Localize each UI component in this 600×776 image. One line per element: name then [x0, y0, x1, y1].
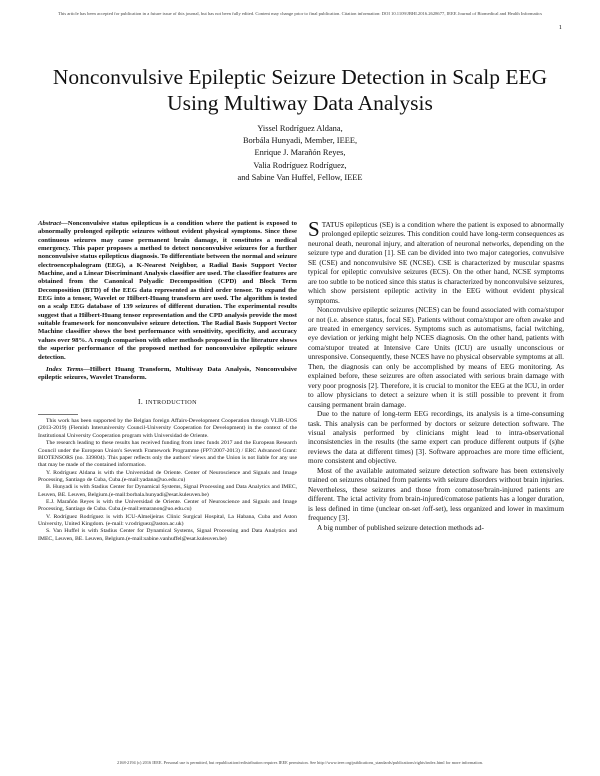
author-5: and Sabine Van Huffel, Fellow, IEEE [237, 172, 363, 182]
intro-paragraph-3: Due to the nature of long-term EEG recordings, its analysis is a time-consuming task. This analysis can be performed by doctors or seizure detection software. The visual analysis performed by clinicians might lead to intra-observational inconsistencies in the results (the same expert can produce different outputs if (s)he reviews the data at different times) [3]. Software approaches are more time efficient, more consistent and objective. [308, 409, 564, 466]
index-terms-text: Hilbert Huang Transform, Multiway Data Analysis, Nonconvulsive epileptic seizures, Wavelet Transform. [38, 365, 298, 382]
author-list [150, 123, 450, 184]
author-2: Borbála Hunyadi, Member, IEEE, [242, 136, 358, 146]
index-terms-label: Index Terms— [46, 365, 90, 373]
publication-notice: This article has been accepted for publication in a future issue of this journal, but has not been fully edited. Content may change prior to final publication. Citation information: DOI 10.1109/JBHI.2016.2628677, IEEE Journal of Biomedical and Health Informatics [57, 11, 543, 16]
page-number: 1 [558, 24, 562, 31]
author-1: Yissel Rodríguez Aldana, [257, 124, 343, 133]
intro-paragraph-2: Nonconvulsive epileptic seizures (NCES) can be found associated with coma/stupor or not (i.e. absence status, focal SE). Patients without coma/stupor are often awake and are treated in emergency services. Symptoms such as automatisms, facial twitching, eye deviation or jerking might help NCES diagnosis. On the other hand, patients with coma/stupor treated at Intensive Care Units (ICU) are usually unconscious or unresponsive. Consequently, these NCES have no physical observable symptoms at all. Then, the diagnosis can only be accomplished by means of EEG monitoring. As explained before, these seizures are often associated with serious brain damage with very poor prognosis [2]. Therefore, it is crucial to monitor the EEG at the ICU, in order to allow physicians to detect a seizure when it is still possible to prevent it from causing permanent brain damage. [308, 305, 564, 409]
section-title: INTRODUCTION [145, 398, 198, 406]
footnote-author-4: V. Rodríguez Rodríguez is with ICU-Almeijeiras Clinic Surgical Hospital, La Habana, Cuba and Aston University, United Kingdom. (e-mail: v.rodriguez@aston.ac.uk) [38, 513, 297, 527]
abstract-label: Abstract— [38, 220, 68, 227]
footnote-research: The research leading to these results has received funding from imec funds 2017 and the European Research Council under the European Union's Seventh Framework Programme (FP7/2007-2013) / ERC Advanced Grant: BIOTENSORS (no. 339804). This paper reflects only the authors' views and the Union is not liable for any use that may be made of the contained information. [38, 440, 297, 469]
footnote-funding: This work has been supported by the Belgian foreign Affairs-Development Cooperation through VLIR-UOS (2013-2019) (Flemish Interuniversity Council-University Cooperation for Development) in the context of the Institutional University Cooperation program with Universidad de Oriente. [38, 418, 297, 439]
author-3: Enrique J. Marañón Reyes, [254, 148, 346, 158]
author-4: Valia Rodríguez Rodríguez, [253, 160, 347, 170]
index-terms [38, 366, 297, 383]
footnote-author-1: Y. Rodríguez Aldana is with the Universidad de Oriente. Center of Neuroscience and Signals and Image Processing, Santiago de Cuba, Cuba.(e-mail:yadana@uo.edu.cu) [38, 469, 297, 483]
intro-paragraph-1 [308, 217, 564, 305]
intro-paragraph-4: Most of the available automated seizure detection software has been extensively trained on seizures obtained from patients with seizure disorders without brain injuries. Nevertheless, these seizures and those from comatose/brain-injured patients are different. The ictal activity from brain-injured/comatose patients has a longer duration, is less defined in time (unclear on-set /off-set), less organized and lower in maximum frequency [3]. [308, 465, 564, 523]
copyright-footer: 2168-2194 (c) 2016 IEEE. Personal use is permitted, but republication/redistribution requires IEEE permission. See http://www.ieee.org/publications_standards/publications/rights/index.html for more information. [117, 760, 483, 765]
section-heading-introduction [38, 397, 297, 406]
footnote-author-5: S. Van Huffel is with Stadius Center for Dynamical Systems, Signal Processing and Data Analytics and IMEC, Leuven, BE. Leuven, Belgium.(e-mail:sabine.vanhuffel@esat.kuleuven.be) [38, 528, 297, 542]
drop-cap: S [308, 217, 320, 241]
footnote-divider [38, 414, 78, 415]
left-column [38, 220, 297, 543]
section-numeral: I. [137, 396, 144, 406]
abstract [38, 220, 297, 362]
footnote-author-2: B. Hunyadi is with Stadius Center for Dynamical Systems, Signal Processing and Data Analytics and IMEC, Leuven, BE. Leuven, Belgium.(e-mail:borbala.hunyadi@esat.kuleuven.be) [38, 484, 297, 498]
right-column [308, 217, 564, 532]
footnote-author-3: E.J. Marañón Reyes is with the Universidad de Oriente. Center of Neuroscience and Signals and Image Processing, Santiago de Cuba. Cuba.(e-mail:emaranon@uo.edu.cu) [38, 498, 297, 513]
paper-title: Nonconvulsive Epileptic Seizure Detection in Scalp EEG Using Multiway Data Analysis [52, 65, 548, 115]
abstract-text: Nonconvulsive status epilepticus is a condition where the patient is exposed to abnormally prolonged epileptic seizures without evident physical symptoms. Since these continuous seizures may cause permanent brain damage, it constitutes a medical emergency. This paper proposes a method to detect nonconvulsive seizures for a further nonconvulsive status epilepticus diagnosis. To differentiate between the normal and seizure electroencephalogram (EEG), a K-Nearest Neighbor, a Radial Basis Support Vector Machine, and a Linear Discriminant Analysis classifier are used. The classifier features are obtained from the Canonical Polyadic Decomposition (CPD) and Block Term Decomposition (BTD) of the EEG data represented as third order tensor. To expand the EEG into a tensor, Wavelet or Hilbert-Huang transform are used. The algorithm is tested on a scalp EEG database of 139 seizures of different duration. The experimental results suggest that a Hilbert-Huang tensor representation and the CPD analysis provide the most suitable framework for nonconvulsive seizure detection. The Radial Basis Support Vector Machine classifier shows the best performance with sensitivity, specificity, and accuracy values over 98%. A rough comparison with other methods proposed in the literature shows the superior performance of the proposed method for nonconvulsive epileptic seizure detection. [38, 220, 297, 361]
intro-paragraph-5: A big number of published seizure detection methods ad- [317, 522, 484, 532]
intro-paragraph-1-text: TATUS epilepticus (SE) is a condition where the patient is exposed to abnormally prolonged epileptic seizures. This condition could have long-term consequences as neuronal death, neuronal injury, and alteration of neuronal networks, depending on the seizure type and duration [1]. SE can be divided into two major categories, convulsive SE (CSE) and nonconvulsive SE (NCSE). CSE is characterized by muscular spasms typical for epileptic convulsive seizures (ECS). On the other hand, NCSE symptoms are too subtle to be noticed since this status is characterized by nonconvulsive seizures, which show persistent epileptic activity in the EEG without evident physical symptoms. [308, 220, 564, 305]
